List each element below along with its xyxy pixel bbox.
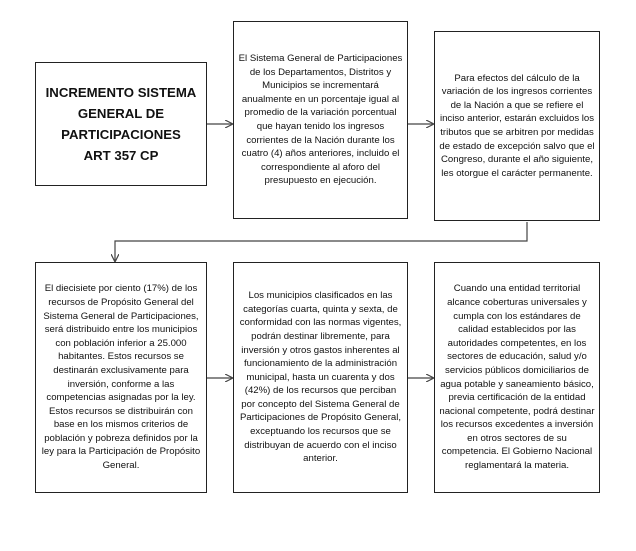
box-incremento-anual-text: El Sistema General de Participaciones de los Departamentos, Distritos y Municipios se incrementará anualmente en un porcentaje igual al promedio de la variación porcentual que hayan tenido los ingresos corrientes de la Nación durante los cuatro (4) años anteriores, incluido el correspondiente al aforo del presupuesto en ejecución. xyxy=(238,53,403,187)
title-text xyxy=(46,82,197,166)
box-coberturas-universales-text: Cuando una entidad territorial alcance coberturas universales y cumpla con los estándares de calidad establecidos por las autoridades competentes, en los sectores de educación, salud y/o servicios públicos domiciliarios de agua potable y saneamiento básico, previa certificación de la entidad nacional competente, podrá destinar los recursos excedentes a inversión en otros sectores de su competencia. El Gobierno Nacional reglamentará la materia. xyxy=(439,283,595,472)
box-diecisiete-por-ciento-text: El diecisiete por ciento (17%) de los recursos de Propósito General del Sistema General de Participaciones, será distribuido entre los municipios con población inferior a 25.000 habitantes. Estos recursos se destinarán exclusivamente para inversión, conforme a las competencias asignadas por la ley. Estos recursos se distribuirán con base en los mismos criterios de población y pobreza definidos por la ley para la Participación de Propósito General. xyxy=(41,283,201,472)
box-calculo-variacion xyxy=(434,31,600,221)
title-line-1: INCREMENTO SISTEMA xyxy=(45,85,197,100)
arrow-box3-to-box4 xyxy=(115,222,527,261)
box-municipios-categorias-text: Los municipios clasificados en las categorías cuarta, quinta y sexta, de conformidad con las normas vigentes, podrán destinar libremente, para inversión y otros gastos inherentes al funcionamiento de la administración municipal, hasta un cuarenta y dos (42%) de los recursos que perciban por concepto del Sistema General de Participaciones de Propósito General, exceptuando los recursos que se distribuyan de acuerdo con el inciso anterior. xyxy=(239,290,402,465)
box-calculo-variacion-text: Para efectos del cálculo de la variación de los ingresos corrientes de la Nación a que se refiere el inciso anterior, estarán excluidos los tributos que se arbitren por medidas de estado de excepción salvo que el Congreso, durante el año siguiente, les otorgue el carácter permanente. xyxy=(439,72,595,179)
title-line-2: GENERAL DE xyxy=(77,106,165,121)
box-municipios-categorias xyxy=(233,262,408,493)
title-line-4: ART 357 CP xyxy=(83,148,159,163)
box-coberturas-universales xyxy=(434,262,600,493)
title-line-3: PARTICIPACIONES xyxy=(61,127,181,142)
title-box xyxy=(35,62,207,186)
box-diecisiete-por-ciento xyxy=(35,262,207,493)
box-incremento-anual xyxy=(233,21,408,219)
